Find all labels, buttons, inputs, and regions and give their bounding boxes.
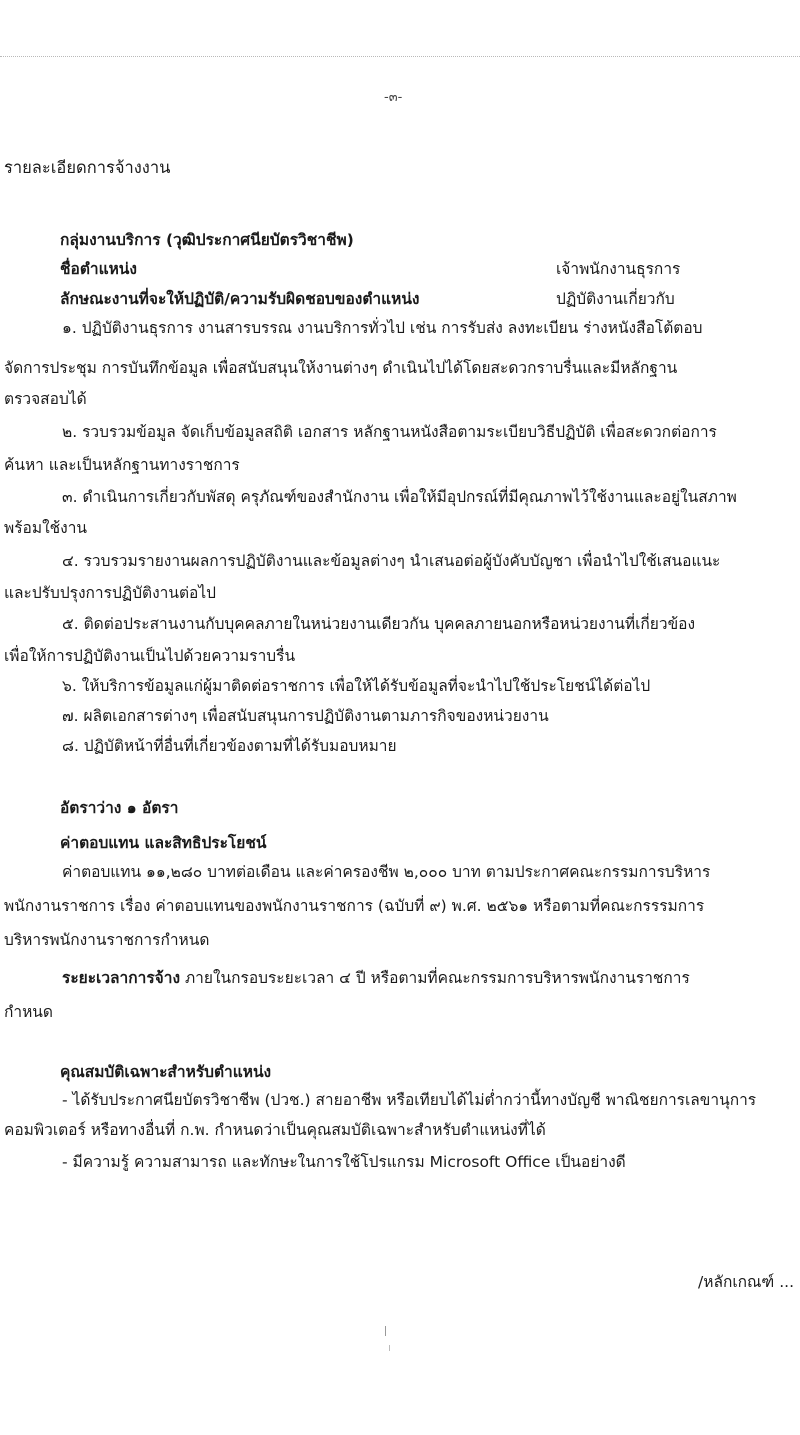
employment-term-label: ระยะเวลาการจ้าง bbox=[62, 969, 181, 987]
duty-line: พร้อมใช้งาน bbox=[4, 519, 88, 537]
duty-line: ๒. รวบรวมข้อมูล จัดเก็บข้อมูลสถิติ เอกสาร หลักฐานหนังสือตามระเบียบวิธีปฏิบัติ เพื่อสะดวกต่อการ bbox=[62, 423, 717, 441]
qualification-line: - ได้รับประกาศนียบัตรวิชาชีพ (ปวช.) สายอาชีพ หรือเทียบได้ไม่ต่ำกว่านี้ทางบัญชี พาณิชยการเลขานุการ bbox=[62, 1091, 757, 1109]
employment-term bbox=[62, 968, 690, 988]
duty-line: ๓. ดำเนินการเกี่ยวกับพัสดุ ครุภัณฑ์ของสำนักงาน เพื่อให้มีอุปกรณ์ที่มีคุณภาพไว้ใช้งานและอยู่ในสภาพ bbox=[62, 488, 737, 506]
duties-label: ลักษณะงานที่จะให้ปฏิบัติ/ความรับผิดชอบของตำแหน่ง bbox=[60, 290, 420, 308]
duty-line: ๔. รวบรวมรายงานผลการปฏิบัติงานและข้อมูลต่างๆ นำเสนอต่อผู้บังคับบัญชา เพื่อนำไปใช้เสนอแนะ bbox=[62, 552, 721, 570]
continued-note: /หลักเกณฑ์ ... bbox=[698, 1273, 794, 1291]
page-top-border bbox=[0, 56, 800, 57]
position-label: ชื่อตำแหน่ง bbox=[60, 260, 137, 278]
employment-term-text: ภายในกรอบระยะเวลา ๔ ปี หรือตามที่คณะกรรมการบริหารพนักงานราชการ bbox=[180, 969, 690, 987]
duty-line: และปรับปรุงการปฏิบัติงานต่อไป bbox=[4, 584, 216, 602]
duty-line: ค้นหา และเป็นหลักฐานทางราชการ bbox=[4, 456, 240, 474]
qualification-heading: คุณสมบัติเฉพาะสำหรับตำแหน่ง bbox=[60, 1063, 272, 1081]
duty-line: ๗. ผลิตเอกสารต่างๆ เพื่อสนับสนุนการปฏิบัติงานตามภารกิจของหน่วยงาน bbox=[62, 707, 549, 725]
duty-line: เพื่อให้การปฏิบัติงานเป็นไปด้วยความราบรื่น bbox=[4, 647, 296, 665]
duty-line: ๘. ปฏิบัติหน้าที่อื่นที่เกี่ยวข้องตามที่ได้รับมอบหมาย bbox=[62, 737, 397, 755]
duty-line: ๖. ให้บริการข้อมูลแก่ผู้มาติดต่อราชการ เพื่อให้ได้รับข้อมูลที่จะนำไปใช้ประโยชน์ได้ต่อไป bbox=[62, 677, 651, 695]
compensation-heading: ค่าตอบแทน และสิทธิประโยชน์ bbox=[60, 834, 267, 852]
compensation-line: บริหารพนักงานราชการกำหนด bbox=[4, 931, 210, 949]
document-heading: รายละเอียดการจ้างงาน bbox=[4, 158, 171, 177]
group-heading: กลุ่มงานบริการ (วุฒิประกาศนียบัตรวิชาชีพ) bbox=[60, 231, 354, 249]
compensation-line: ค่าตอบแทน ๑๑,๒๘๐ บาทต่อเดือน และค่าครองชีพ ๒,๐๐๐ บาท ตามประกาศคณะกรรมการบริหาร bbox=[62, 863, 711, 881]
vacancy: อัตราว่าง ๑ อัตรา bbox=[60, 799, 179, 817]
page-number: -๓- bbox=[384, 90, 403, 105]
duties-value: ปฏิบัติงานเกี่ยวกับ bbox=[556, 290, 675, 308]
duty-line: ๑. ปฏิบัติงานธุรการ งานสารบรรณ งานบริการทั่วไป เช่น การรับส่ง ลงทะเบียน ร่างหนังสือโต้ตอบ bbox=[62, 319, 703, 337]
qualification-line: - มีความรู้ ความสามารถ และทักษะในการใช้โปรแกรม Microsoft Office เป็นอย่างดี bbox=[62, 1153, 626, 1171]
page-mark bbox=[385, 1326, 386, 1336]
duty-line: ๕. ติดต่อประสานงานกับบุคคลภายในหน่วยงานเดียวกัน บุคคลภายนอกหรือหน่วยงานที่เกี่ยวข้อง bbox=[62, 615, 696, 633]
compensation-line: พนักงานราชการ เรื่อง ค่าตอบแทนของพนักงานราชการ (ฉบับที่ ๙) พ.ศ. ๒๕๖๑ หรือตามที่คณะกรรรมการ bbox=[4, 897, 705, 915]
duty-line: จัดการประชุม การบันทึกข้อมูล เพื่อสนับสนุนให้งานต่างๆ ดำเนินไปได้โดยสะดวกราบรื่นและมีหลักฐาน bbox=[4, 359, 678, 377]
employment-term-cont: กำหนด bbox=[4, 1003, 53, 1021]
page-mark bbox=[389, 1345, 390, 1351]
duty-line: ตรวจสอบได้ bbox=[4, 390, 87, 408]
qualification-line: คอมพิวเตอร์ หรือทางอื่นที่ ก.พ. กำหนดว่าเป็นคุณสมบัติเฉพาะสำหรับตำแหน่งที่ได้ bbox=[4, 1121, 546, 1139]
position-value: เจ้าพนักงานธุรการ bbox=[556, 260, 681, 278]
